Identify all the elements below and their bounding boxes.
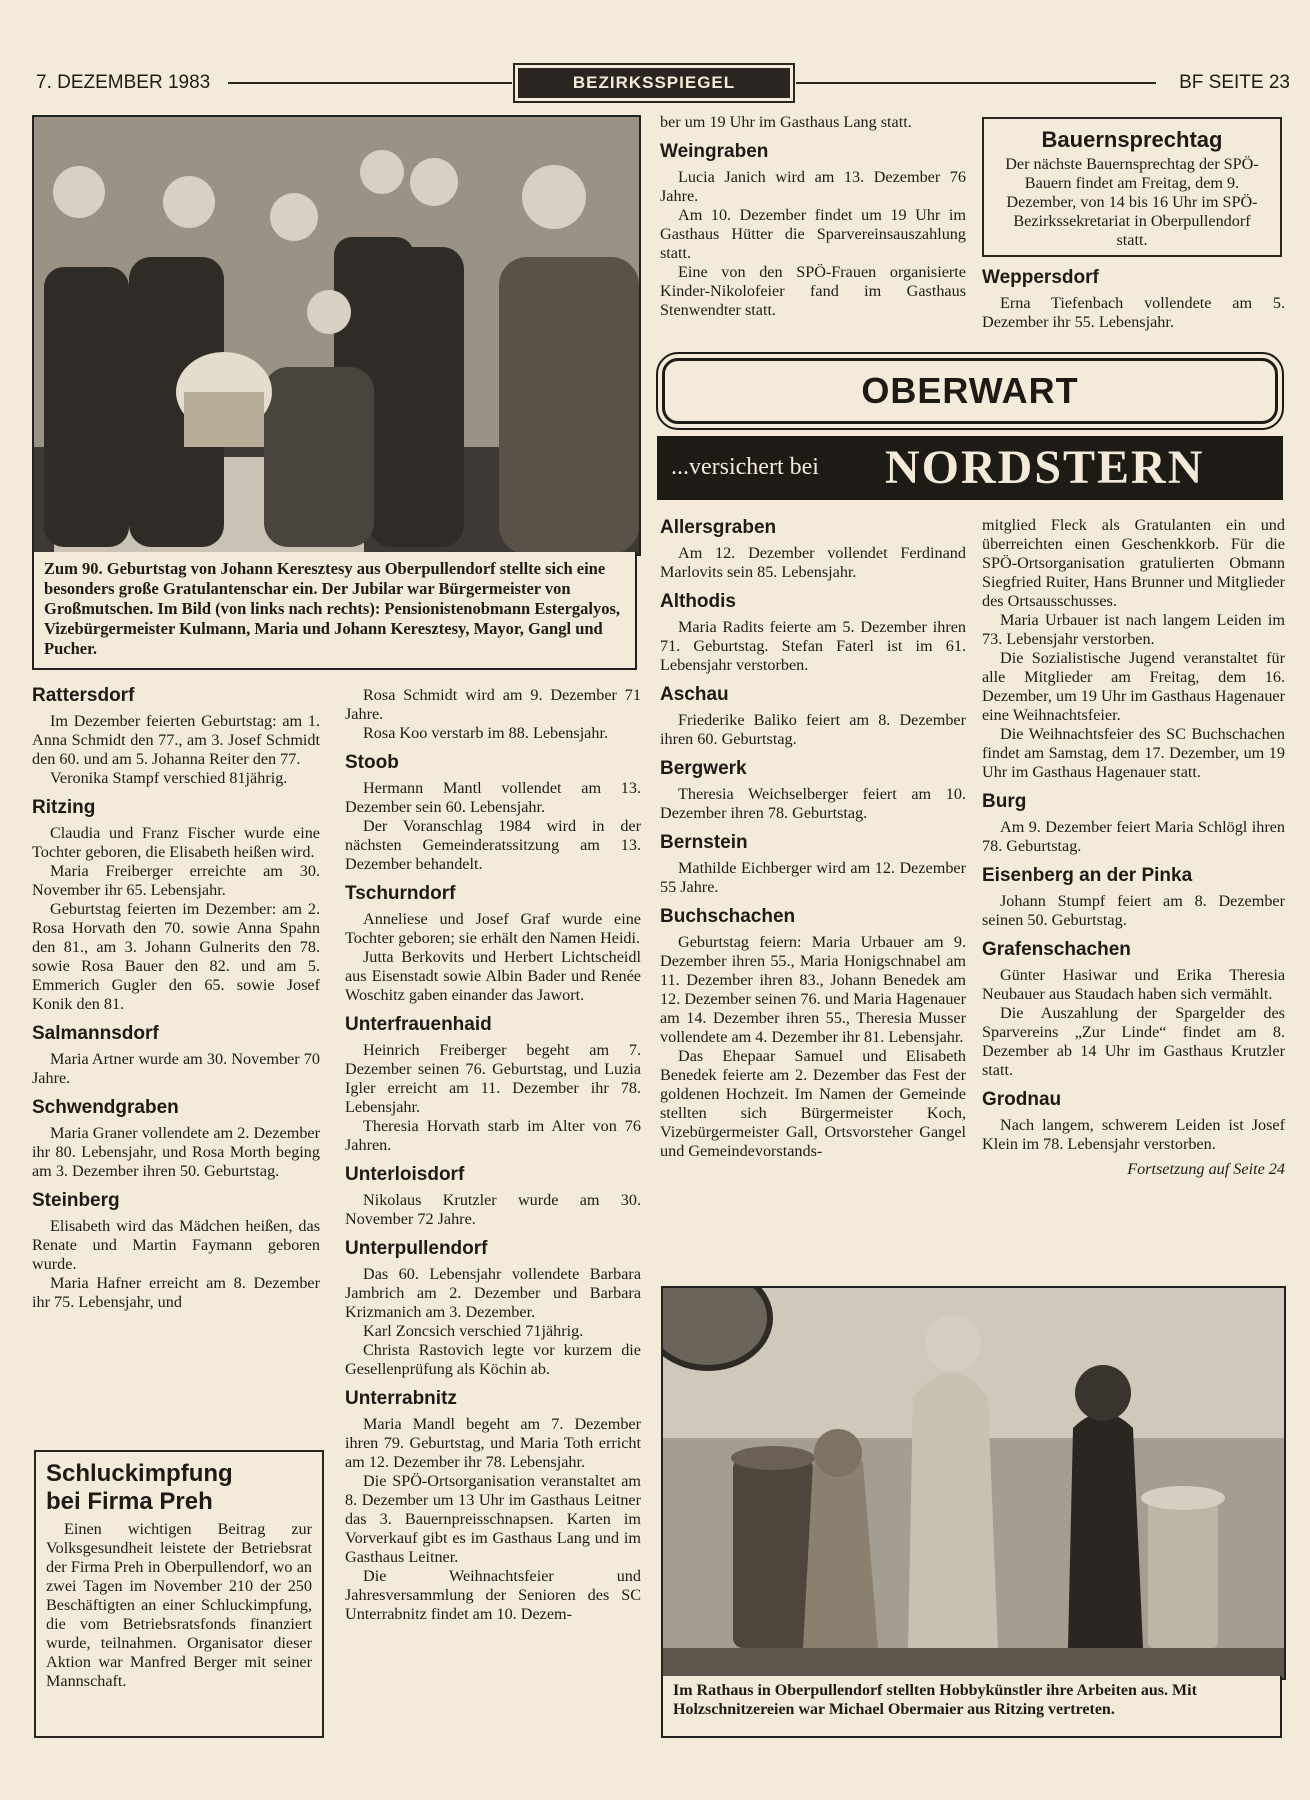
column-1 bbox=[32, 676, 320, 1312]
page-number: BF SEITE 23 bbox=[1179, 72, 1290, 93]
text: Hermann Mantl vollendet am 13. Dezember sein 60. Lebensjahr. bbox=[345, 779, 641, 816]
heading-steinberg: Steinberg bbox=[32, 1190, 120, 1211]
nordstern-ad-brand: NORDSTERN bbox=[885, 441, 1205, 494]
text: Anneliese und Josef Graf wurde eine Tochter geboren; sie erhält den Namen Heidi. bbox=[345, 910, 641, 947]
group-photo-caption: Zum 90. Geburtstag von Johann Keresztesy aus Oberpullendorf stellte sich eine besonders große Gratulantenschar ein. Der Jubilar war Bürgermeister von Großmutschen. Im Bild (von links nach rechts): Pensionistenobmann Estergalyos, Vizebürgermeister Kulmann, Maria und Johann Keresztesy, Mayor, Gangl und Pucher. bbox=[32, 552, 637, 670]
text: Maria Graner vollendete am 2. Dezember ihr 80. Lebensjahr, und Rosa Morth beging am 3. Dezember ihren 50. Geburtstag. bbox=[32, 1124, 320, 1180]
text: Maria Radits feierte am 5. Dezember ihren 71. Geburtstag. Stefan Faterl ist im 61. Lebensjahr verstorben. bbox=[660, 618, 966, 674]
header-rule-left bbox=[228, 82, 512, 84]
text: Maria Freiberger erreichte am 30. November ihr 65. Lebensjahr. bbox=[32, 862, 320, 899]
text: Eine von den SPÖ-Frauen organisierte Kinder-Nikolofeier fand im Gasthaus Stenwendter statt. bbox=[660, 263, 966, 319]
wood-carvings-photo bbox=[661, 1286, 1286, 1680]
text: Nach langem, schwerem Leiden ist Josef Klein im 78. Lebensjahr verstorben. bbox=[982, 1116, 1285, 1153]
text: Nikolaus Krutzler wurde am 30. November 72 Jahre. bbox=[345, 1191, 641, 1228]
heading-burg: Burg bbox=[982, 791, 1027, 812]
vaccination-title-1: Schluckimpfung bbox=[46, 1460, 233, 1487]
text: Am 10. Dezember findet um 19 Uhr im Gasthaus Hütter die Sparvereinsauszahlung statt. bbox=[660, 206, 966, 262]
continuation-note: Fortsetzung auf Seite 24 bbox=[1127, 1160, 1285, 1178]
heading-unterloisdorf: Unterloisdorf bbox=[345, 1164, 465, 1185]
nordstern-ad-tagline: ...versichert bei bbox=[671, 454, 819, 480]
section-title: BEZIRKSSPIEGEL bbox=[518, 68, 790, 98]
vaccination-title-2: bei Firma Preh bbox=[46, 1488, 213, 1515]
farmers-consultation-box bbox=[982, 117, 1282, 257]
heading-weingraben: Weingraben bbox=[660, 141, 769, 162]
header-rule-right bbox=[796, 82, 1156, 84]
text: ber um 19 Uhr im Gasthaus Lang statt. bbox=[660, 113, 912, 131]
text: Claudia und Franz Fischer wurde eine Tochter geboren, die Elisabeth heißen wird. bbox=[32, 824, 320, 861]
text: Friederike Baliko feiert am 8. Dezember ihren 60. Geburtstag. bbox=[660, 711, 966, 748]
text: Maria Mandl begeht am 7. Dezember ihren 79. Geburtstag, und Maria Toth erricht am 12. Dezember ihr 78. Lebensjahr. bbox=[345, 1415, 641, 1471]
heading-salmannsdorf: Salmannsdorf bbox=[32, 1023, 159, 1044]
text: Elisabeth wird das Mädchen heißen, das Renate und Martin Faymann geboren wurde. bbox=[32, 1217, 320, 1273]
text: Am 9. Dezember feiert Maria Schlögl ihren 78. Geburtstag. bbox=[982, 818, 1285, 855]
heading-weppersdorf: Weppersdorf bbox=[982, 267, 1099, 288]
text: Geburtstag feierten im Dezember: am 2. Rosa Horvath den 70. sowie Anna Spahn den 81., am 3. Johann Gulnerits den 78. sowie Rosa Bauer den 82. und am 5. Emmerich Gugler den 65. sowie Josef Konik den 81. bbox=[32, 900, 320, 1013]
heading-bernstein: Bernstein bbox=[660, 832, 748, 853]
text: Jutta Berkovits und Herbert Lichtscheidl aus Eisenstadt sowie Albin Bader und Renée Woschitz gaben einander das Jawort. bbox=[345, 948, 641, 1004]
column-4 bbox=[982, 516, 1285, 1179]
text: Karl Zoncsich verschied 71jährig. bbox=[363, 1322, 584, 1340]
text: Das Ehepaar Samuel und Elisabeth Benedek feierte am 2. Dezember das Fest der goldenen Hochzeit. Im Namen der Gemeinde stellten sich Bürgermeister Koch, Vizebürgermeister Gall, Ortsvorsteher Gangel und Gemeindevorstands- bbox=[660, 1047, 966, 1160]
birthday-group-photo bbox=[32, 115, 641, 556]
heading-tschurndorf: Tschurndorf bbox=[345, 883, 456, 904]
farmers-consultation-title: Bauernsprechtag bbox=[1041, 127, 1223, 152]
group-photo-image bbox=[34, 117, 639, 554]
heading-ritzing: Ritzing bbox=[32, 797, 96, 818]
heading-schwendgraben: Schwendgraben bbox=[32, 1097, 179, 1118]
heading-buchschachen: Buchschachen bbox=[660, 906, 796, 927]
text: Theresia Horvath starb im Alter von 76 Jahren. bbox=[345, 1117, 641, 1154]
heading-unterrabnitz: Unterrabnitz bbox=[345, 1388, 457, 1409]
wood-carvings-image bbox=[663, 1288, 1284, 1678]
text: Am 12. Dezember vollendet Ferdinand Marlovits sein 85. Lebensjahr. bbox=[660, 544, 966, 581]
heading-bergwerk: Bergwerk bbox=[660, 758, 747, 779]
text: Maria Artner wurde am 30. November 70 Jahre. bbox=[32, 1050, 320, 1087]
heading-rattersdorf: Rattersdorf bbox=[32, 685, 135, 706]
vaccination-box bbox=[34, 1450, 324, 1738]
text: Rosa Koo verstarb im 88. Lebensjahr. bbox=[363, 724, 609, 742]
text: mitglied Fleck als Gratulanten ein und überreichten einen Geschenkkorb. Für die SPÖ-Ortsorganisation gratulierten Obmann Siegfried Ruiter, Hans Brunner und Mitglieder des Ortsausschusses. bbox=[982, 516, 1285, 610]
text: Günter Hasiwar und Erika Theresia Neubauer aus Staudach haben sich vermählt. bbox=[982, 966, 1285, 1003]
nordstern-ad bbox=[657, 436, 1283, 500]
heading-unterpullendorf: Unterpullendorf bbox=[345, 1238, 488, 1259]
text: Lucia Janich wird am 13. Dezember 76 Jahre. bbox=[660, 168, 966, 205]
text: Geburtstag feiern: Maria Urbauer am 9. Dezember ihren 55., Maria Honigschnabel am 11. Dezember ihren 83., Johann Benedek am 12. Dezember seinen 76. und Maria Hagenauer am 14. Dezember ihren 55., Theresia Musser vollendete am 4. Dezember ihr 81. Lebensjahr. bbox=[660, 933, 966, 1046]
farmers-consultation-text: Der nächste Bauernsprechtag der SPÖ-Bauern findet am Freitag, dem 9. Dezember, von 14 bis 16 Uhr im SPÖ-Bezirkssekretariat in Oberpullendorf statt. bbox=[1005, 155, 1259, 249]
text: Erna Tiefenbach vollendete am 5. Dezember ihr 55. Lebensjahr. bbox=[982, 294, 1285, 331]
heading-althodis: Althodis bbox=[660, 591, 736, 612]
text: Die SPÖ-Ortsorganisation veranstaltet am 8. Dezember um 13 Uhr im Gasthaus Leitner das 3. Bauernpreisschnapsen. Karten im Vorverkauf gibt es im Gasthaus Lang und im Gasthaus Leitner. bbox=[345, 1472, 641, 1566]
text: Die Auszahlung der Spargelder des Sparvereins „Zur Linde“ findet am 8. Dezember ab 14 Uhr im Gasthaus Krutzler statt. bbox=[982, 1004, 1285, 1079]
text: Die Sozialistische Jugend veranstaltet für alle Mitglieder am Freitag, dem 16. Dezember, um 19 Uhr im Gasthaus Hagenauer eine Weihnachtsfeier. bbox=[982, 649, 1285, 724]
text: Maria Hafner erreicht am 8. Dezember ihr 75. Lebensjahr, und bbox=[32, 1274, 320, 1311]
column-3-top bbox=[660, 113, 966, 320]
issue-date: 7. DEZEMBER 1983 bbox=[36, 72, 211, 93]
text: Das 60. Lebensjahr vollendete Barbara Jambrich am 2. Dezember und Barbara Krizmanich am 3. Dezember. bbox=[345, 1265, 641, 1321]
heading-unterfrauenhaid: Unterfrauenhaid bbox=[345, 1014, 492, 1035]
heading-stoob: Stoob bbox=[345, 752, 399, 773]
text: Die Weihnachtsfeier und Jahresversammlung der Senioren des SC Unterrabnitz findet am 10. Dezem- bbox=[345, 1567, 641, 1623]
text: Rosa Schmidt wird am 9. Dezember 71 Jahre. bbox=[345, 686, 641, 723]
heading-grafenschachen: Grafenschachen bbox=[982, 939, 1131, 960]
column-2 bbox=[345, 686, 641, 1624]
text: Der Voranschlag 1984 wird in der nächsten Gemeinderatssitzung am 13. Dezember behandelt. bbox=[345, 817, 641, 873]
vaccination-text: Einen wichtigen Beitrag zur Volksgesundheit leistete der Betriebsrat der Firma Preh in Oberpullendorf, wo an zwei Tagen im November 210 der 250 Beschäftigten an einer Schluckimpfung, die vom Betriebsratsfonds finanziert wurde, teilnahmen. Organisator dieser Aktion war Manfred Berger mit seiner Mannschaft. bbox=[46, 1520, 312, 1690]
oberwart-section-title: OBERWART bbox=[662, 358, 1278, 424]
column-3 bbox=[660, 508, 966, 1161]
text: Mathilde Eichberger wird am 12. Dezember 55 Jahre. bbox=[660, 859, 966, 896]
heading-eisenberg: Eisenberg an der Pinka bbox=[982, 865, 1193, 886]
text: Veronika Stampf verschied 81jährig. bbox=[50, 769, 288, 787]
text: Heinrich Freiberger begeht am 7. Dezember seinen 76. Geburtstag, und Luzia Igler erreicht am 11. Dezember ihr 78. Lebensjahr. bbox=[345, 1041, 641, 1116]
heading-aschau: Aschau bbox=[660, 684, 729, 705]
text: Maria Urbauer ist nach langem Leiden im 73. Lebensjahr verstorben. bbox=[982, 611, 1285, 648]
text: Im Dezember feierten Geburtstag: am 1. Anna Schmidt den 77., am 3. Josef Schmidt den 60. und am 5. Johanna Reiter den 77. bbox=[32, 712, 320, 768]
wood-carvings-caption: Im Rathaus in Oberpullendorf stellten Hobbykünstler ihre Arbeiten aus. Mit Holzschnitzereien war Michael Obermaier aus Ritzing vertreten. bbox=[661, 1676, 1282, 1738]
text: Johann Stumpf feiert am 8. Dezember seinen 50. Geburtstag. bbox=[982, 892, 1285, 929]
heading-grodnau: Grodnau bbox=[982, 1089, 1062, 1110]
text: Die Weihnachtsfeier des SC Buchschachen findet am Samstag, dem 17. Dezember, um 19 Uhr im Gasthaus Hagenauer statt. bbox=[982, 725, 1285, 781]
column-4-top bbox=[982, 258, 1285, 332]
heading-allersgraben: Allersgraben bbox=[660, 517, 777, 538]
text: Christa Rastovich legte vor kurzem die Gesellenprüfung als Köchin ab. bbox=[345, 1341, 641, 1378]
text: Theresia Weichselberger feiert am 10. Dezember ihren 78. Geburtstag. bbox=[660, 785, 966, 822]
